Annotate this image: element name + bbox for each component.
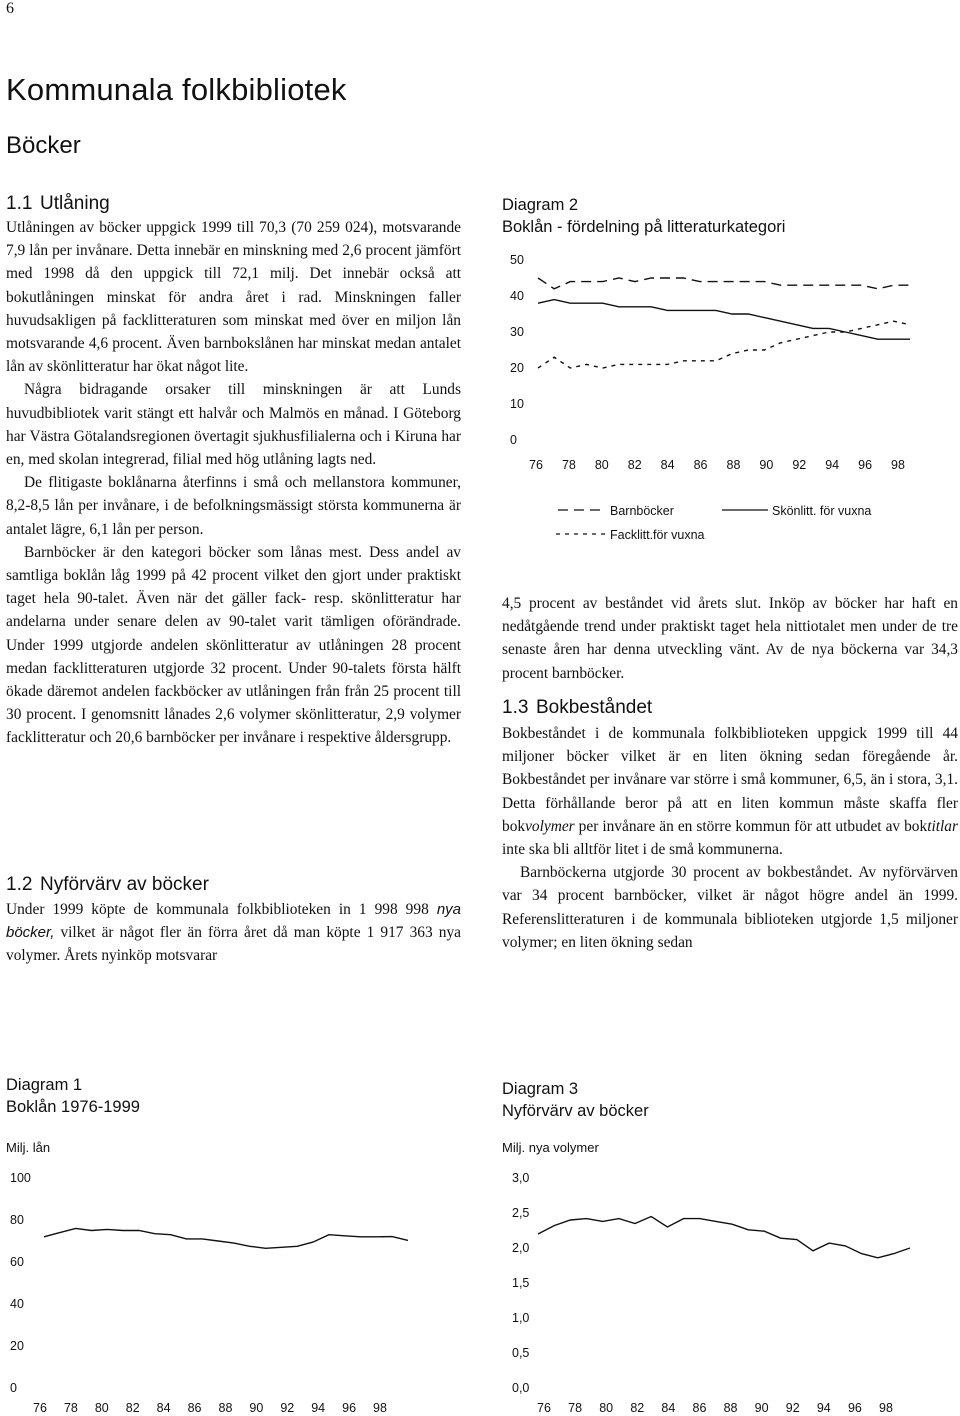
emphasis: nya böcker,	[6, 901, 461, 942]
x-tick-label: 76	[529, 458, 543, 472]
diagram-2-chart	[490, 240, 960, 550]
x-tick-label: 84	[660, 458, 675, 472]
diagram-1-chart	[0, 1164, 470, 1416]
diagram-3-chart	[490, 1164, 960, 1416]
x-tick-label: 90	[759, 458, 774, 472]
x-tick-label: 98	[879, 1401, 893, 1415]
legend-label: Skönlitt. för vuxna	[772, 504, 872, 518]
series-line	[538, 1217, 910, 1258]
y-tick-label: 0,0	[512, 1381, 530, 1395]
heading-number: 1.1	[6, 193, 33, 214]
y-tick-label: 80	[10, 1213, 24, 1227]
x-tick-label: 78	[63, 1401, 78, 1415]
y-tick-label: 2,0	[512, 1241, 530, 1255]
diagram-caption: Nyförvärv av böcker	[502, 1102, 649, 1120]
y-tick-label: 30	[510, 325, 524, 339]
series-lines	[538, 278, 910, 368]
emphasis: volymer	[525, 817, 575, 835]
paragraph	[6, 898, 461, 968]
diagram-2-title	[502, 194, 785, 238]
text-run: per invånare än en större kommun för att utbudet av bok	[574, 817, 928, 835]
y-tick-label: 10	[510, 397, 524, 411]
y-tick-label: 40	[510, 289, 524, 303]
y-tick-label: 2,5	[512, 1206, 530, 1220]
y-axis-ticks	[10, 1171, 31, 1395]
legend	[556, 504, 871, 542]
page-number: 6	[6, 0, 14, 17]
x-tick-label: 90	[249, 1401, 264, 1415]
x-axis-ticks	[33, 1401, 387, 1415]
diagram-label: Diagram 3	[502, 1080, 579, 1098]
x-axis-ticks	[537, 1401, 893, 1415]
series-lines	[44, 1228, 408, 1248]
series-line	[538, 321, 910, 368]
page-title: Kommunala folkbibliotek	[6, 72, 347, 107]
x-tick-label: 98	[891, 458, 905, 472]
paragraph: Några bidragande orsaker till minskningen är att Lunds huvudbibliotek varit stängt ett halvår och Malmös en månad. I Göteborg har Västra Götalandsregionen övertagit sjukhusfilialerna och i Kiruna har en, med skolan integrerad, filial med hög utlåning lagts ned.	[6, 381, 461, 469]
x-tick-label: 92	[792, 458, 807, 472]
x-tick-label: 82	[125, 1401, 140, 1415]
y-axis-ticks	[510, 253, 524, 447]
heading-1-3	[502, 697, 652, 719]
text-run: vilket är något fler än förra året då man köpte 1 917 363 nya volymer. Årets nyinköp motsvarar	[6, 924, 461, 965]
diagram-3-title	[502, 1078, 649, 1122]
heading-number: 1.2	[6, 874, 33, 895]
heading-text: Nyförvärv av böcker	[40, 874, 209, 895]
x-tick-label: 76	[537, 1401, 551, 1415]
x-axis-ticks	[529, 458, 905, 472]
x-tick-label: 86	[692, 1401, 707, 1415]
section-1-3-body	[502, 722, 958, 954]
diagram-caption: Boklån - fördelning på litteraturkategori	[502, 218, 786, 236]
x-tick-label: 86	[187, 1401, 202, 1415]
x-tick-label: 88	[726, 458, 741, 472]
paragraph	[502, 722, 958, 861]
x-tick-label: 90	[754, 1401, 769, 1415]
series-line	[44, 1228, 408, 1248]
paragraph: 4,5 procent av beståndet vid årets slut. Inköp av böcker har haft en nedåtgående trend under praktiskt taget hela nittiotalet men under de tre senaste åren har denna utveckling vänt. Av de nya böckerna var 34,3 procent barnböcker.	[502, 595, 958, 682]
y-tick-label: 0	[10, 1381, 17, 1395]
x-tick-label: 84	[661, 1401, 676, 1415]
heading-1-2	[6, 874, 209, 896]
text-run: Bokbeståndet i de kommunala folkbiblioteken uppgick 1999 till 44 miljoner böcker vilket är en liten ökning sedan föregående år. Bokbeståndet per invånare var större i små kommuner, 6,5, än i stora, 3,1. Detta förhållande beror på att en liten kommun måste skaffa fler bok	[502, 725, 958, 835]
x-tick-label: 94	[816, 1401, 831, 1415]
section-1-2-continued	[502, 592, 958, 685]
text-run: inte ska bli alltför litet i de små kommunerna.	[502, 841, 783, 859]
section-1-2-body	[6, 898, 461, 968]
x-tick-label: 86	[693, 458, 708, 472]
x-tick-label: 96	[342, 1401, 357, 1415]
heading-text: Utlåning	[40, 193, 110, 214]
x-tick-label: 94	[311, 1401, 326, 1415]
y-tick-label: 1,0	[512, 1311, 530, 1325]
series-lines	[538, 1217, 910, 1258]
x-tick-label: 92	[785, 1401, 800, 1415]
x-tick-label: 88	[723, 1401, 738, 1415]
legend-label: Barnböcker	[610, 504, 674, 518]
diagram-1-unit: Milj. lån	[6, 1140, 51, 1155]
y-tick-label: 40	[10, 1297, 24, 1311]
x-tick-label: 96	[858, 458, 873, 472]
y-tick-label: 3,0	[512, 1171, 530, 1185]
heading-1-1	[6, 193, 110, 215]
y-tick-label: 0,5	[512, 1346, 530, 1360]
series-line	[538, 278, 910, 289]
x-tick-label: 82	[627, 458, 642, 472]
y-tick-label: 100	[10, 1171, 31, 1185]
y-tick-label: 20	[510, 361, 524, 375]
x-tick-label: 78	[568, 1401, 583, 1415]
x-tick-label: 80	[599, 1401, 614, 1415]
x-tick-label: 88	[218, 1401, 233, 1415]
y-tick-label: 0	[510, 433, 517, 447]
x-tick-label: 80	[94, 1401, 109, 1415]
emphasis: titlar	[927, 817, 958, 835]
diagram-caption: Boklån 1976-1999	[6, 1098, 140, 1116]
paragraph: Barnböckerna utgjorde 30 procent av bokbeståndet. Av nyförvärven var 34 procent barnböcker, vilket är något högre andel än 1999. Referenslitteraturen i de kommunala biblioteken utgjorde 1,5 miljoner volymer; en liten ökning sedan	[502, 864, 958, 951]
y-tick-label: 1,5	[512, 1276, 530, 1290]
x-tick-label: 92	[280, 1401, 295, 1415]
heading-text: Bokbeståndet	[536, 697, 653, 718]
x-tick-label: 76	[33, 1401, 47, 1415]
section-title: Böcker	[6, 132, 81, 159]
heading-number: 1.3	[502, 697, 529, 718]
series-line	[538, 300, 910, 340]
x-tick-label: 84	[156, 1401, 171, 1415]
section-1-1-body	[6, 216, 461, 750]
diagram-1-title	[6, 1074, 140, 1118]
diagram-3-unit: Milj. nya volymer	[502, 1140, 599, 1155]
y-tick-label: 20	[10, 1339, 24, 1353]
diagram-label: Diagram 2	[502, 196, 579, 214]
y-axis-ticks	[512, 1171, 529, 1395]
x-tick-label: 82	[630, 1401, 645, 1415]
paragraph: Barnböcker är den kategori böcker som lånas mest. Dess andel av samtliga boklån låg 1999 på 42 procent vilket den gjort under praktiskt taget hela 90-talet. Även när det gäller fack- resp. skönlitteratur har andelarna under senare delen av 90-talet varit tämligen oförändrade. Under 1999 utgjorde andelen skönlitteratur av utlåningen 28 procent medan facklitteraturen utgjorde 32 procent. Under 90-talets första hälft ökade däremot andelen fackböcker av utlåningen från från 25 procent till 30 procent. I genomsnitt lånades 2,6 volymer skönlitteratur, 2,9 volymer facklitteratur och 20,6 barnböcker per invånare i respektive åldersgrupp.	[6, 543, 461, 747]
y-tick-label: 60	[10, 1255, 24, 1269]
x-tick-label: 78	[561, 458, 576, 472]
x-tick-label: 80	[594, 458, 609, 472]
text-run: Under 1999 köpte de kommunala folkbiblioteken in 1 998 998	[6, 901, 437, 918]
x-tick-label: 94	[825, 458, 840, 472]
paragraph: Utlåningen av böcker uppgick 1999 till 70,3 (70 259 024), motsvarande 7,9 lån per invånare. Detta innebär en minskning med 2,6 procent jämfört med 1998 då den uppgick till 72,1 milj. Det innebär också att bokutlåningen minskat för andra året i rad. Minskningen faller huvudsakligen på facklitteraturen som minskat med över en miljon lån motsvarande 4,6 procent. Även barnbokslånen har minskat medan antalet lån av skönlitteratur har ökat något lite.	[6, 219, 461, 376]
y-tick-label: 50	[510, 253, 524, 267]
x-tick-label: 98	[373, 1401, 387, 1415]
legend-label: Facklitt.för vuxna	[610, 528, 705, 542]
paragraph: De flitigaste boklånarna återfinns i små och mellanstora kommuner, 8,2-8,5 lån per invånare, i de befolkningsmässigt största kommunerna är antalet lägre, 6,1 lån per person.	[6, 474, 461, 538]
diagram-label: Diagram 1	[6, 1076, 83, 1094]
x-tick-label: 96	[847, 1401, 862, 1415]
